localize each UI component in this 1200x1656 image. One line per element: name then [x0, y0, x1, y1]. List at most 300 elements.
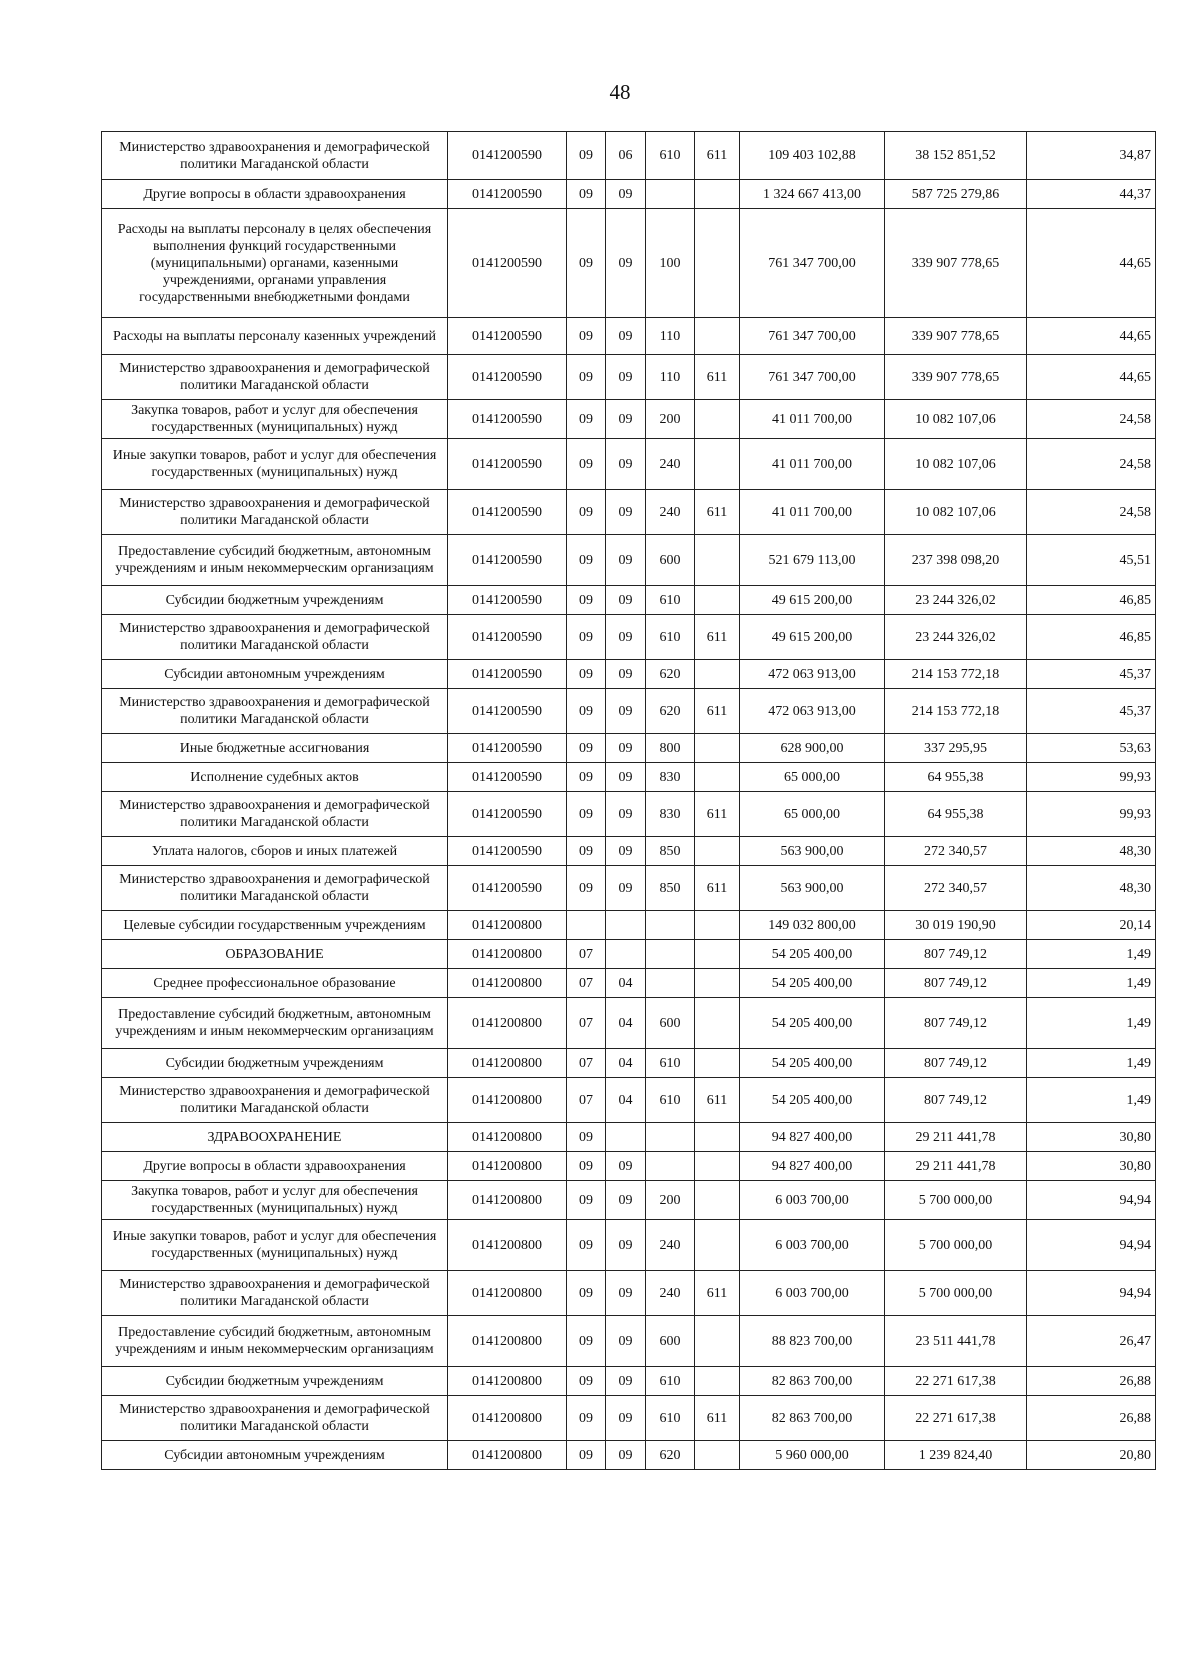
- executed-amount: 10 082 107,06: [885, 439, 1027, 490]
- expense-type-code: 830: [646, 792, 695, 837]
- expense-type-code: 620: [646, 660, 695, 689]
- table-row: [102, 998, 1156, 1049]
- administrator-code: 611: [695, 689, 740, 734]
- executed-amount: 807 749,12: [885, 1049, 1027, 1078]
- administrator-code: [695, 1152, 740, 1181]
- target-code: 0141200800: [448, 1271, 567, 1316]
- section-code: 09: [567, 615, 606, 660]
- expense-type-code: 610: [646, 1396, 695, 1441]
- execution-percent: 20,14: [1027, 911, 1156, 940]
- row-name: Расходы на выплаты персоналу в целях обеспечения выполнения функций государственными (муниципальными) органами, казенными учреждениями, органами управления государственными внебюджетными фондами: [102, 209, 448, 318]
- subsection-code: [606, 911, 646, 940]
- planned-amount: 54 205 400,00: [740, 969, 885, 998]
- subsection-code: 09: [606, 490, 646, 535]
- row-name: Предоставление субсидий бюджетным, автономным учреждениям и иным некоммерческим организациям: [102, 998, 448, 1049]
- section-code: 09: [567, 439, 606, 490]
- executed-amount: 214 153 772,18: [885, 689, 1027, 734]
- table-row: [102, 586, 1156, 615]
- administrator-code: [695, 209, 740, 318]
- table-row: [102, 1367, 1156, 1396]
- table-row: [102, 1123, 1156, 1152]
- administrator-code: [695, 660, 740, 689]
- row-name: Уплата налогов, сборов и иных платежей: [102, 837, 448, 866]
- row-name: Министерство здравоохранения и демографической политики Магаданской области: [102, 132, 448, 180]
- administrator-code: [695, 180, 740, 209]
- administrator-code: [695, 535, 740, 586]
- planned-amount: 65 000,00: [740, 763, 885, 792]
- administrator-code: 611: [695, 792, 740, 837]
- execution-percent: 30,80: [1027, 1152, 1156, 1181]
- planned-amount: 88 823 700,00: [740, 1316, 885, 1367]
- expense-type-code: [646, 1152, 695, 1181]
- subsection-code: 06: [606, 132, 646, 180]
- expense-type-code: 600: [646, 535, 695, 586]
- planned-amount: 761 347 700,00: [740, 355, 885, 400]
- subsection-code: 09: [606, 615, 646, 660]
- target-code: 0141200590: [448, 866, 567, 911]
- administrator-code: [695, 734, 740, 763]
- planned-amount: 82 863 700,00: [740, 1396, 885, 1441]
- target-code: 0141200800: [448, 911, 567, 940]
- executed-amount: 5 700 000,00: [885, 1271, 1027, 1316]
- executed-amount: 23 511 441,78: [885, 1316, 1027, 1367]
- row-name: ОБРАЗОВАНИЕ: [102, 940, 448, 969]
- executed-amount: 64 955,38: [885, 763, 1027, 792]
- table-row: [102, 490, 1156, 535]
- target-code: 0141200800: [448, 1441, 567, 1470]
- section-code: 07: [567, 1049, 606, 1078]
- table-row: [102, 689, 1156, 734]
- administrator-code: 611: [695, 355, 740, 400]
- subsection-code: 09: [606, 1367, 646, 1396]
- expense-type-code: 850: [646, 837, 695, 866]
- row-name: Министерство здравоохранения и демографической политики Магаданской области: [102, 355, 448, 400]
- subsection-code: 09: [606, 660, 646, 689]
- planned-amount: 628 900,00: [740, 734, 885, 763]
- subsection-code: 04: [606, 969, 646, 998]
- section-code: 09: [567, 586, 606, 615]
- target-code: 0141200800: [448, 969, 567, 998]
- administrator-code: [695, 1049, 740, 1078]
- subsection-code: 09: [606, 866, 646, 911]
- page-number: 48: [609, 80, 631, 104]
- administrator-code: [695, 1123, 740, 1152]
- target-code: 0141200590: [448, 660, 567, 689]
- administrator-code: [695, 911, 740, 940]
- section-code: 07: [567, 1078, 606, 1123]
- target-code: 0141200800: [448, 1367, 567, 1396]
- subsection-code: 09: [606, 318, 646, 355]
- subsection-code: 09: [606, 792, 646, 837]
- execution-percent: 48,30: [1027, 837, 1156, 866]
- execution-percent: 1,49: [1027, 998, 1156, 1049]
- target-code: 0141200590: [448, 837, 567, 866]
- target-code: 0141200800: [448, 1220, 567, 1271]
- subsection-code: 09: [606, 355, 646, 400]
- table-row: [102, 837, 1156, 866]
- row-name: Закупка товаров, работ и услуг для обеспечения государственных (муниципальных) нужд: [102, 400, 448, 439]
- executed-amount: 64 955,38: [885, 792, 1027, 837]
- row-name: Закупка товаров, работ и услуг для обеспечения государственных (муниципальных) нужд: [102, 1181, 448, 1220]
- planned-amount: 41 011 700,00: [740, 490, 885, 535]
- execution-percent: 94,94: [1027, 1271, 1156, 1316]
- planned-amount: 6 003 700,00: [740, 1220, 885, 1271]
- administrator-code: [695, 400, 740, 439]
- executed-amount: 339 907 778,65: [885, 209, 1027, 318]
- expense-type-code: 100: [646, 209, 695, 318]
- planned-amount: 563 900,00: [740, 866, 885, 911]
- section-code: 09: [567, 180, 606, 209]
- execution-percent: 24,58: [1027, 439, 1156, 490]
- planned-amount: 472 063 913,00: [740, 689, 885, 734]
- administrator-code: [695, 318, 740, 355]
- target-code: 0141200590: [448, 734, 567, 763]
- expense-type-code: 610: [646, 132, 695, 180]
- administrator-code: 611: [695, 1078, 740, 1123]
- table-row: [102, 1441, 1156, 1470]
- target-code: 0141200590: [448, 535, 567, 586]
- subsection-code: 09: [606, 1220, 646, 1271]
- section-code: 09: [567, 763, 606, 792]
- executed-amount: 23 244 326,02: [885, 586, 1027, 615]
- row-name: Министерство здравоохранения и демографической политики Магаданской области: [102, 1078, 448, 1123]
- section-code: [567, 911, 606, 940]
- expense-type-code: 110: [646, 318, 695, 355]
- executed-amount: 272 340,57: [885, 866, 1027, 911]
- administrator-code: [695, 586, 740, 615]
- target-code: 0141200800: [448, 1396, 567, 1441]
- executed-amount: 29 211 441,78: [885, 1152, 1027, 1181]
- row-name: Другие вопросы в области здравоохранения: [102, 180, 448, 209]
- executed-amount: 38 152 851,52: [885, 132, 1027, 180]
- expense-type-code: 600: [646, 998, 695, 1049]
- section-code: 07: [567, 969, 606, 998]
- row-name: Субсидии бюджетным учреждениям: [102, 1049, 448, 1078]
- execution-percent: 1,49: [1027, 1078, 1156, 1123]
- section-code: 09: [567, 1123, 606, 1152]
- planned-amount: 149 032 800,00: [740, 911, 885, 940]
- expense-type-code: 240: [646, 1220, 695, 1271]
- subsection-code: 09: [606, 1271, 646, 1316]
- executed-amount: 10 082 107,06: [885, 400, 1027, 439]
- subsection-code: 04: [606, 1078, 646, 1123]
- section-code: 09: [567, 209, 606, 318]
- administrator-code: [695, 439, 740, 490]
- target-code: 0141200590: [448, 318, 567, 355]
- target-code: 0141200800: [448, 1152, 567, 1181]
- expense-type-code: 610: [646, 1049, 695, 1078]
- execution-percent: 45,37: [1027, 660, 1156, 689]
- target-code: 0141200800: [448, 1123, 567, 1152]
- planned-amount: 41 011 700,00: [740, 400, 885, 439]
- section-code: 09: [567, 132, 606, 180]
- row-name: ЗДРАВООХРАНЕНИЕ: [102, 1123, 448, 1152]
- expense-type-code: 610: [646, 586, 695, 615]
- execution-percent: 26,88: [1027, 1367, 1156, 1396]
- table-row: [102, 132, 1156, 180]
- row-name: Иные закупки товаров, работ и услуг для обеспечения государственных (муниципальных) нужд: [102, 1220, 448, 1271]
- execution-percent: 44,65: [1027, 209, 1156, 318]
- executed-amount: 807 749,12: [885, 998, 1027, 1049]
- execution-percent: 44,65: [1027, 318, 1156, 355]
- subsection-code: 09: [606, 209, 646, 318]
- execution-percent: 1,49: [1027, 969, 1156, 998]
- execution-percent: 1,49: [1027, 1049, 1156, 1078]
- target-code: 0141200590: [448, 763, 567, 792]
- executed-amount: 807 749,12: [885, 969, 1027, 998]
- executed-amount: 29 211 441,78: [885, 1123, 1027, 1152]
- execution-percent: 46,85: [1027, 615, 1156, 660]
- subsection-code: 09: [606, 400, 646, 439]
- row-name: Другие вопросы в области здравоохранения: [102, 1152, 448, 1181]
- row-name: Предоставление субсидий бюджетным, автономным учреждениям и иным некоммерческим организациям: [102, 535, 448, 586]
- table-row: [102, 911, 1156, 940]
- section-code: 07: [567, 998, 606, 1049]
- row-name: Субсидии бюджетным учреждениям: [102, 586, 448, 615]
- administrator-code: [695, 1441, 740, 1470]
- section-code: 09: [567, 1220, 606, 1271]
- row-name: Министерство здравоохранения и демографической политики Магаданской области: [102, 1271, 448, 1316]
- row-name: Целевые субсидии государственным учреждениям: [102, 911, 448, 940]
- execution-percent: 34,87: [1027, 132, 1156, 180]
- row-name: Министерство здравоохранения и демографической политики Магаданской области: [102, 689, 448, 734]
- execution-percent: 26,88: [1027, 1396, 1156, 1441]
- executed-amount: 339 907 778,65: [885, 355, 1027, 400]
- administrator-code: 611: [695, 615, 740, 660]
- administrator-code: [695, 1316, 740, 1367]
- execution-percent: 20,80: [1027, 1441, 1156, 1470]
- administrator-code: [695, 1181, 740, 1220]
- target-code: 0141200800: [448, 1078, 567, 1123]
- planned-amount: 82 863 700,00: [740, 1367, 885, 1396]
- row-name: Министерство здравоохранения и демографической политики Магаданской области: [102, 615, 448, 660]
- execution-percent: 99,93: [1027, 763, 1156, 792]
- row-name: Исполнение судебных актов: [102, 763, 448, 792]
- target-code: 0141200590: [448, 400, 567, 439]
- executed-amount: 5 700 000,00: [885, 1181, 1027, 1220]
- planned-amount: 54 205 400,00: [740, 998, 885, 1049]
- execution-percent: 30,80: [1027, 1123, 1156, 1152]
- planned-amount: 94 827 400,00: [740, 1123, 885, 1152]
- row-name: Министерство здравоохранения и демографической политики Магаданской области: [102, 866, 448, 911]
- table-row: [102, 940, 1156, 969]
- expense-type-code: 200: [646, 1181, 695, 1220]
- planned-amount: 49 615 200,00: [740, 586, 885, 615]
- section-code: 09: [567, 535, 606, 586]
- table-row: [102, 355, 1156, 400]
- section-code: 09: [567, 837, 606, 866]
- table-row: [102, 1220, 1156, 1271]
- planned-amount: 5 960 000,00: [740, 1441, 885, 1470]
- executed-amount: 1 239 824,40: [885, 1441, 1027, 1470]
- section-code: 09: [567, 1271, 606, 1316]
- executed-amount: 337 295,95: [885, 734, 1027, 763]
- expense-type-code: 610: [646, 1078, 695, 1123]
- expense-type-code: [646, 969, 695, 998]
- planned-amount: 41 011 700,00: [740, 439, 885, 490]
- table-row: [102, 660, 1156, 689]
- target-code: 0141200590: [448, 209, 567, 318]
- subsection-code: [606, 1123, 646, 1152]
- target-code: 0141200800: [448, 940, 567, 969]
- table-row: [102, 1396, 1156, 1441]
- executed-amount: 5 700 000,00: [885, 1220, 1027, 1271]
- table-row: [102, 1152, 1156, 1181]
- section-code: 07: [567, 940, 606, 969]
- subsection-code: 09: [606, 439, 646, 490]
- subsection-code: 09: [606, 1181, 646, 1220]
- target-code: 0141200800: [448, 1049, 567, 1078]
- table-row: [102, 615, 1156, 660]
- target-code: 0141200800: [448, 1316, 567, 1367]
- execution-percent: 44,37: [1027, 180, 1156, 209]
- administrator-code: [695, 969, 740, 998]
- expense-type-code: 620: [646, 1441, 695, 1470]
- administrator-code: [695, 998, 740, 1049]
- administrator-code: 611: [695, 132, 740, 180]
- table-row: [102, 1316, 1156, 1367]
- planned-amount: 472 063 913,00: [740, 660, 885, 689]
- expense-type-code: 240: [646, 1271, 695, 1316]
- subsection-code: 09: [606, 1316, 646, 1367]
- subsection-code: [606, 940, 646, 969]
- administrator-code: 611: [695, 1396, 740, 1441]
- administrator-code: [695, 1220, 740, 1271]
- expense-type-code: 610: [646, 615, 695, 660]
- expense-type-code: 620: [646, 689, 695, 734]
- administrator-code: [695, 763, 740, 792]
- planned-amount: 6 003 700,00: [740, 1181, 885, 1220]
- subsection-code: 09: [606, 734, 646, 763]
- section-code: 09: [567, 1396, 606, 1441]
- expense-type-code: 110: [646, 355, 695, 400]
- planned-amount: 54 205 400,00: [740, 1049, 885, 1078]
- execution-percent: 53,63: [1027, 734, 1156, 763]
- execution-percent: 45,51: [1027, 535, 1156, 586]
- table-row: [102, 1271, 1156, 1316]
- table-row: [102, 535, 1156, 586]
- administrator-code: 611: [695, 866, 740, 911]
- executed-amount: 807 749,12: [885, 940, 1027, 969]
- expense-type-code: 800: [646, 734, 695, 763]
- row-name: Субсидии автономным учреждениям: [102, 660, 448, 689]
- executed-amount: 807 749,12: [885, 1078, 1027, 1123]
- execution-percent: 45,37: [1027, 689, 1156, 734]
- row-name: Министерство здравоохранения и демографической политики Магаданской области: [102, 490, 448, 535]
- expense-type-code: 610: [646, 1367, 695, 1396]
- table-row: [102, 439, 1156, 490]
- table-row: [102, 866, 1156, 911]
- execution-percent: 99,93: [1027, 792, 1156, 837]
- expense-type-code: 200: [646, 400, 695, 439]
- section-code: 09: [567, 490, 606, 535]
- section-code: 09: [567, 1367, 606, 1396]
- executed-amount: 22 271 617,38: [885, 1367, 1027, 1396]
- expense-type-code: [646, 940, 695, 969]
- executed-amount: 30 019 190,90: [885, 911, 1027, 940]
- administrator-code: 611: [695, 490, 740, 535]
- section-code: 09: [567, 689, 606, 734]
- execution-percent: 48,30: [1027, 866, 1156, 911]
- section-code: 09: [567, 1181, 606, 1220]
- subsection-code: 09: [606, 837, 646, 866]
- execution-percent: 94,94: [1027, 1181, 1156, 1220]
- target-code: 0141200800: [448, 998, 567, 1049]
- expense-type-code: 240: [646, 439, 695, 490]
- target-code: 0141200590: [448, 792, 567, 837]
- planned-amount: 6 003 700,00: [740, 1271, 885, 1316]
- subsection-code: 09: [606, 586, 646, 615]
- table-row: [102, 763, 1156, 792]
- row-name: Субсидии автономным учреждениям: [102, 1441, 448, 1470]
- administrator-code: [695, 1367, 740, 1396]
- table-row: [102, 969, 1156, 998]
- planned-amount: 761 347 700,00: [740, 318, 885, 355]
- target-code: 0141200590: [448, 439, 567, 490]
- execution-percent: 24,58: [1027, 490, 1156, 535]
- executed-amount: 339 907 778,65: [885, 318, 1027, 355]
- subsection-code: 09: [606, 1441, 646, 1470]
- row-name: Иные закупки товаров, работ и услуг для обеспечения государственных (муниципальных) нужд: [102, 439, 448, 490]
- target-code: 0141200590: [448, 132, 567, 180]
- table-row: [102, 400, 1156, 439]
- planned-amount: 1 324 667 413,00: [740, 180, 885, 209]
- target-code: 0141200590: [448, 586, 567, 615]
- table-row: [102, 792, 1156, 837]
- table-row: [102, 180, 1156, 209]
- expense-type-code: [646, 180, 695, 209]
- section-code: 09: [567, 355, 606, 400]
- table-row: [102, 1078, 1156, 1123]
- planned-amount: 563 900,00: [740, 837, 885, 866]
- expense-type-code: 600: [646, 1316, 695, 1367]
- execution-percent: 24,58: [1027, 400, 1156, 439]
- planned-amount: 521 679 113,00: [740, 535, 885, 586]
- section-code: 09: [567, 792, 606, 837]
- subsection-code: 04: [606, 998, 646, 1049]
- section-code: 09: [567, 660, 606, 689]
- expense-type-code: 830: [646, 763, 695, 792]
- expense-type-code: 850: [646, 866, 695, 911]
- executed-amount: 237 398 098,20: [885, 535, 1027, 586]
- planned-amount: 94 827 400,00: [740, 1152, 885, 1181]
- table-row: [102, 734, 1156, 763]
- target-code: 0141200590: [448, 355, 567, 400]
- subsection-code: 09: [606, 689, 646, 734]
- planned-amount: 49 615 200,00: [740, 615, 885, 660]
- section-code: 09: [567, 318, 606, 355]
- row-name: Среднее профессиональное образование: [102, 969, 448, 998]
- target-code: 0141200590: [448, 689, 567, 734]
- table-row: [102, 209, 1156, 318]
- subsection-code: 09: [606, 180, 646, 209]
- subsection-code: 09: [606, 1396, 646, 1441]
- target-code: 0141200590: [448, 180, 567, 209]
- target-code: 0141200590: [448, 615, 567, 660]
- expense-type-code: [646, 1123, 695, 1152]
- planned-amount: 761 347 700,00: [740, 209, 885, 318]
- budget-table: [101, 131, 1156, 1470]
- table-row: [102, 1049, 1156, 1078]
- executed-amount: 10 082 107,06: [885, 490, 1027, 535]
- administrator-code: [695, 837, 740, 866]
- subsection-code: 09: [606, 1152, 646, 1181]
- administrator-code: [695, 940, 740, 969]
- row-name: Расходы на выплаты персоналу казенных учреждений: [102, 318, 448, 355]
- execution-percent: 46,85: [1027, 586, 1156, 615]
- section-code: 09: [567, 1152, 606, 1181]
- subsection-code: 09: [606, 763, 646, 792]
